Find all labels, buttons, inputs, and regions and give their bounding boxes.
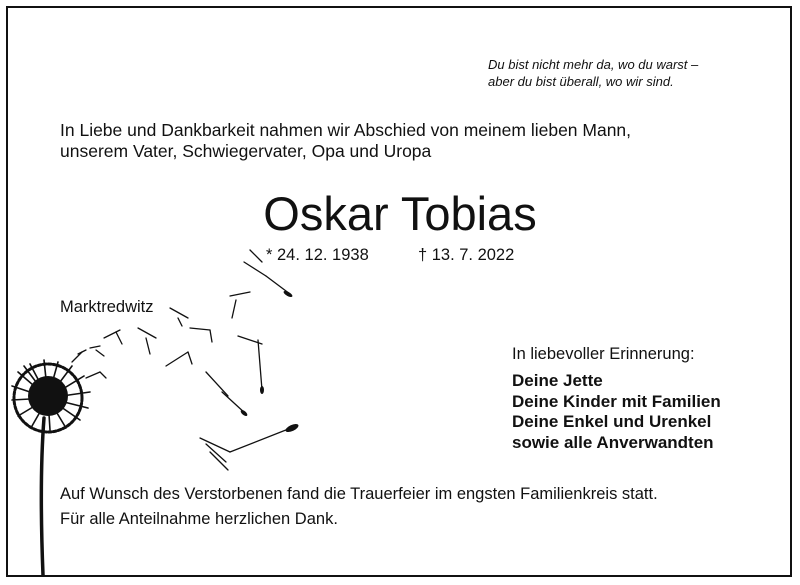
quote-line-1: Du bist nicht mehr da, wo du warst – [488, 57, 699, 72]
family-list [512, 371, 721, 453]
deceased-name: Oskar Tobias [263, 187, 537, 240]
note-line-2: Für alle Anteilnahme herzlichen Dank. [60, 510, 338, 528]
family-item: sowie alle Anverwandten [512, 432, 714, 452]
intro-line-2: unserem Vater, Schwiegervater, Opa und Uropa [60, 141, 432, 161]
life-dates [266, 246, 514, 265]
intro-line-1: In Liebe und Dankbarkeit nahmen wir Abschied von meinem lieben Mann, [60, 120, 632, 140]
family-item: Deine Jette [512, 371, 603, 390]
intro-text [60, 120, 631, 162]
closing-note [60, 482, 658, 532]
birth-date: * 24. 12. 1938 [266, 246, 369, 264]
memory-intro: In liebevoller Erinnerung: [512, 345, 695, 363]
death-date: † 13. 7. 2022 [417, 246, 515, 264]
family-item: Deine Enkel und Urenkel [512, 412, 712, 431]
quote [488, 56, 698, 90]
place: Marktredwitz [60, 298, 154, 316]
note-line-1: Auf Wunsch des Verstorbenen fand die Trauerfeier im engsten Familienkreis statt. [60, 485, 658, 503]
quote-line-2: aber du bist überall, wo wir sind. [488, 74, 674, 89]
family-item: Deine Kinder mit Familien [512, 391, 721, 411]
